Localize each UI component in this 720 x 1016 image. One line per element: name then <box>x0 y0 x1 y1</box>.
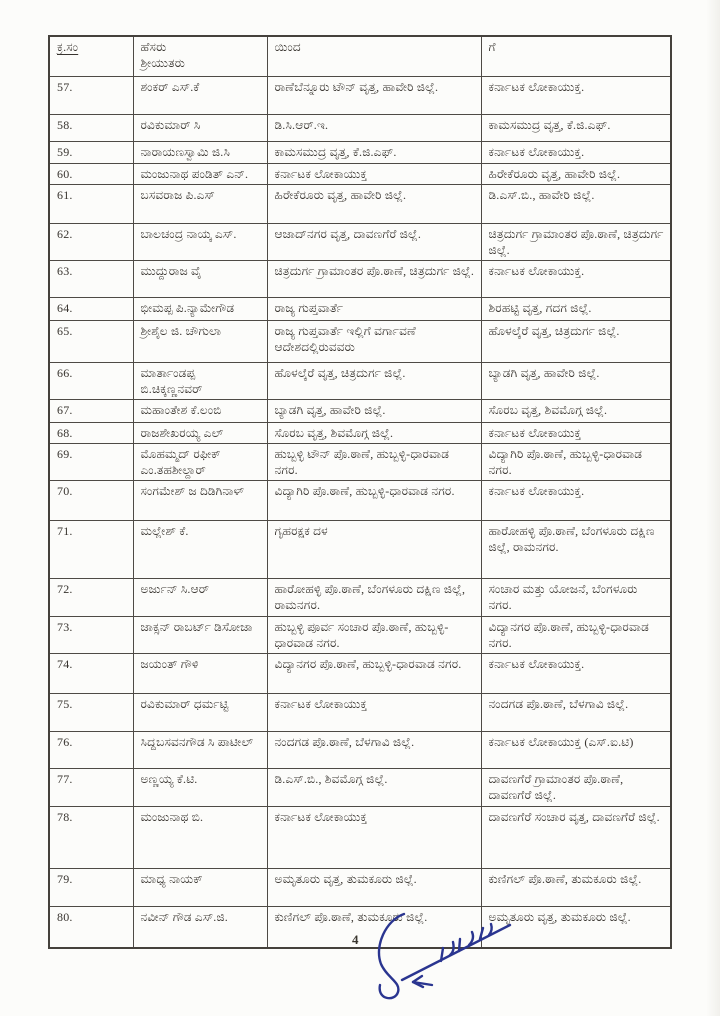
cell-transferred-from: ನಂದಗಡ ಪೊ.ಠಾಣೆ, ಬೆಳಗಾವಿ ಜಿಲ್ಲೆ. <box>267 731 481 768</box>
cell-transferred-to: ಕರ್ನಾಟಕ ಲೋಕಾಯುಕ್ತ. <box>481 141 671 163</box>
header-name <box>133 36 267 76</box>
table-row <box>49 297 671 320</box>
cell-officer-name: ಜಯಂತ್ ಗೌಳಿ <box>133 653 267 693</box>
cell-serial-number: 72. <box>49 578 133 616</box>
transfer-table <box>48 35 672 949</box>
cell-transferred-to: ವಿದ್ಯಾನಗರ ಪೊ.ಠಾಣೆ, ಹುಬ್ಬಳ್ಳಿ-ಧಾರವಾಡ ನಗರ. <box>481 616 671 653</box>
table-row <box>49 768 671 806</box>
table-row <box>49 399 671 422</box>
cell-transferred-to: ಕರ್ನಾಟಕ ಲೋಕಾಯುಕ್ತ. <box>481 76 671 114</box>
cell-officer-name: ಮಂಜುನಾಥ ಬಿ. <box>133 806 267 868</box>
table-row <box>49 578 671 616</box>
cell-serial-number: 57. <box>49 76 133 114</box>
cell-transferred-to: ಅಮೃತೂರು ವೃತ್ತ, ತುಮಕೂರು ಜಿಲ್ಲೆ. <box>481 906 671 948</box>
cell-transferred-to: ಹಾರೋಹಳ್ಳಿ ಪೊ.ಠಾಣೆ, ಬೆಂಗಳೂರು ದಕ್ಷಿಣ ಜಿಲ್ಲೆ, ರಾಮನಗರ. <box>481 520 671 578</box>
table-row <box>49 422 671 443</box>
cell-transferred-to: ಕರ್ನಾಟಕ ಲೋಕಾಯುಕ್ತ. <box>481 480 671 520</box>
cell-transferred-to: ಕಾಮಸಮುದ್ರ ವೃತ್ತ, ಕೆ.ಜಿ.ಎಫ್. <box>481 114 671 141</box>
cell-officer-name: ಮಂಜುನಾಥ ಪಂಡಿತ್ ಎನ್. <box>133 163 267 184</box>
table-row <box>49 806 671 868</box>
table-row <box>49 693 671 731</box>
cell-officer-name: ರಾಜಶೇಖರಯ್ಯ ಎಲ್ <box>133 422 267 443</box>
cell-officer-name: ಶ್ರೀಶೈಲ ಜಿ. ಚೌಗುಲಾ <box>133 320 267 362</box>
cell-officer-name: ಸಂಗಮೇಶ್ ಜ ದಿಡಿಗಿನಾಳ್ <box>133 480 267 520</box>
header-serial-number-label: ಕ್ರ.ಸಂ <box>57 40 79 54</box>
table-row <box>49 653 671 693</box>
cell-serial-number: 65. <box>49 320 133 362</box>
cell-transferred-to: ಕರ್ನಾಟಕ ಲೋಕಾಯುಕ್ತ. <box>481 260 671 297</box>
cell-serial-number: 63. <box>49 260 133 297</box>
cell-officer-name: ಅರ್ಜುನ್ ಸಿ.ಆರ್ <box>133 578 267 616</box>
cell-transferred-to: ಕರ್ನಾಟಕ ಲೋಕಾಯುಕ್ತ. <box>481 653 671 693</box>
cell-serial-number: 58. <box>49 114 133 141</box>
cell-transferred-to: ಬ್ಯಾಡಗಿ ವೃತ್ತ, ಹಾವೇರಿ ಜಿಲ್ಲೆ. <box>481 362 671 399</box>
cell-transferred-to: ಸಂಚಾರ ಮತ್ತು ಯೋಜನೆ, ಬೆಂಗಳೂರು ನಗರ. <box>481 578 671 616</box>
table-row <box>49 480 671 520</box>
cell-serial-number: 78. <box>49 806 133 868</box>
cell-transferred-to: ಶಿರಹಟ್ಟಿ ವೃತ್ತ, ಗದಗ ಜಿಲ್ಲೆ. <box>481 297 671 320</box>
cell-transferred-from: ವಿದ್ಯಾನಗರ ಪೊ.ಠಾಣೆ, ಹುಬ್ಬಳ್ಳಿ-ಧಾರವಾಡ ನಗರ. <box>267 653 481 693</box>
cell-transferred-from: ಕಾಮಸಮುದ್ರ ವೃತ್ತ, ಕೆ.ಜಿ.ಎಫ್. <box>267 141 481 163</box>
cell-transferred-to: ಹಿರೇಕೆರೂರು ವೃತ್ತ, ಹಾವೇರಿ ಜಿಲ್ಲೆ. <box>481 163 671 184</box>
cell-transferred-from: ಸೊರಬ ವೃತ್ತ, ಶಿವಮೊಗ್ಗ ಜಿಲ್ಲೆ. <box>267 422 481 443</box>
table-row <box>49 163 671 184</box>
page-number: 4 <box>352 932 359 947</box>
cell-transferred-from: ಹಾರೋಹಳ್ಳಿ ಪೊ.ಠಾಣೆ, ಬೆಂಗಳೂರು ದಕ್ಷಿಣ ಜಿಲ್ಲೆ, ರಾಮನಗರ. <box>267 578 481 616</box>
cell-transferred-from: ಬ್ಯಾಡಗಿ ವೃತ್ತ, ಹಾವೇರಿ ಜಿಲ್ಲೆ. <box>267 399 481 422</box>
cell-transferred-from: ಕರ್ನಾಟಕ ಲೋಕಾಯುಕ್ತ <box>267 693 481 731</box>
header-name-line2: ಶ್ರೀಯುತರು <box>140 56 186 70</box>
cell-officer-name: ಮಾಧ್ಯ ನಾಯಕ್ <box>133 868 267 906</box>
header-serial-number <box>49 36 133 76</box>
cell-transferred-from: ಕುಣಿಗಲ್ ಪೊ.ಠಾಣೆ, ತುಮಕೂರು ಜಿಲ್ಲೆ. <box>267 906 481 948</box>
cell-serial-number: 75. <box>49 693 133 731</box>
table-row <box>49 260 671 297</box>
table-row <box>49 320 671 362</box>
cell-officer-name: ಮುದ್ದುರಾಜ ವೈ <box>133 260 267 297</box>
cell-serial-number: 74. <box>49 653 133 693</box>
cell-transferred-from: ಹುಬ್ಬಳ್ಳಿ ಪೂರ್ವ ಸಂಚಾರ ಪೊ.ಠಾಣೆ, ಹುಬ್ಬಳ್ಳಿ-ಧಾರವಾಡ ನಗರ. <box>267 616 481 653</box>
cell-serial-number: 73. <box>49 616 133 653</box>
cell-serial-number: 77. <box>49 768 133 806</box>
cell-transferred-from: ಹಿರೇಕೆರೂರು ವೃತ್ತ, ಹಾವೇರಿ ಜಿಲ್ಲೆ. <box>267 184 481 223</box>
table-row <box>49 731 671 768</box>
cell-officer-name: ನಾರಾಯಣಸ್ವಾಮಿ ಜಿ.ಸಿ <box>133 141 267 163</box>
cell-transferred-to: ಕುಣಿಗಲ್ ಪೊ.ಠಾಣೆ, ತುಮಕೂರು ಜಿಲ್ಲೆ. <box>481 868 671 906</box>
cell-serial-number: 62. <box>49 223 133 260</box>
cell-serial-number: 76. <box>49 731 133 768</box>
cell-transferred-from: ಕರ್ನಾಟಕ ಲೋಕಾಯುಕ್ತ <box>267 806 481 868</box>
cell-transferred-from: ಹುಬ್ಬಳ್ಳಿ ಟೌನ್ ಪೊ.ಠಾಣೆ, ಹುಬ್ಬಳ್ಳಿ-ಧಾರವಾಡ ನಗರ. <box>267 443 481 480</box>
cell-transferred-from: ರಾಜ್ಯ ಗುಪ್ತವಾರ್ತೆ <box>267 297 481 320</box>
cell-transferred-from: ಹೊಳಲ್ಕೆರೆ ವೃತ್ತ, ಚಿತ್ರದುರ್ಗ ಜಿಲ್ಲೆ. <box>267 362 481 399</box>
cell-transferred-to: ವಿದ್ಯಾಗಿರಿ ಪೊ.ಠಾಣೆ, ಹುಬ್ಬಳ್ಳಿ-ಧಾರವಾಡ ನಗರ. <box>481 443 671 480</box>
cell-officer-name: ಬಾಲಚಂದ್ರ ನಾಯ್ಕ ಎಸ್. <box>133 223 267 260</box>
table-row <box>49 114 671 141</box>
cell-serial-number: 71. <box>49 520 133 578</box>
cell-transferred-from: ಡಿ.ಸಿ.ಆರ್.ಇ. <box>267 114 481 141</box>
cell-officer-name: ಸಿದ್ದಬಸವನಗೌಡ ಸಿ ಪಾಟೀಲ್ <box>133 731 267 768</box>
cell-transferred-from: ರಾಣೆಬೆನ್ನೂರು ಟೌನ್ ವೃತ್ತ, ಹಾವೇರಿ ಜಿಲ್ಲೆ. <box>267 76 481 114</box>
cell-officer-name: ಶಂಕರ್ ಎಸ್.ಕೆ <box>133 76 267 114</box>
cell-transferred-to: ಕರ್ನಾಟಕ ಲೋಕಾಯುಕ್ತ <box>481 422 671 443</box>
cell-officer-name: ರವಿಕುಮಾರ್ ಧರ್ಮಟ್ಟಿ <box>133 693 267 731</box>
table-row <box>49 868 671 906</box>
cell-transferred-from: ಅಮೃತೂರು ವೃತ್ತ, ತುಮಕೂರು ಜಿಲ್ಲೆ. <box>267 868 481 906</box>
table-row <box>49 906 671 948</box>
header-to: ಗೆ <box>481 36 671 76</box>
cell-serial-number: 67. <box>49 399 133 422</box>
cell-transferred-from: ವಿದ್ಯಾಗಿರಿ ಪೊ.ಠಾಣೆ, ಹುಬ್ಬಳ್ಳಿ-ಧಾರವಾಡ ನಗರ. <box>267 480 481 520</box>
cell-officer-name: ಅಣ್ಣಯ್ಯ ಕೆ.ಟಿ. <box>133 768 267 806</box>
cell-officer-name: ರವಿಕುಮಾರ್ ಸಿ <box>133 114 267 141</box>
cell-serial-number: 61. <box>49 184 133 223</box>
table-row <box>49 184 671 223</box>
cell-transferred-to: ಹೊಳಲ್ಕೆರೆ ವೃತ್ತ, ಚಿತ್ರದುರ್ಗ ಜಿಲ್ಲೆ. <box>481 320 671 362</box>
table-row <box>49 520 671 578</box>
cell-transferred-from: ಗೃಹರಕ್ಷಕ ದಳ <box>267 520 481 578</box>
cell-transferred-to: ಚಿತ್ರದುರ್ಗ ಗ್ರಾಮಾಂತರ ಪೊ.ಠಾಣೆ, ಚಿತ್ರದುರ್ಗ ಜಿಲ್ಲೆ. <box>481 223 671 260</box>
header-name-line1: ಹೆಸರು <box>140 40 167 54</box>
cell-serial-number: 79. <box>49 868 133 906</box>
table-header-row <box>49 36 671 76</box>
header-from: ಯಿಂದ <box>267 36 481 76</box>
cell-transferred-to: ಕರ್ನಾಟಕ ಲೋಕಾಯುಕ್ತ (ಎಸ್.ಐ.ಟಿ) <box>481 731 671 768</box>
cell-serial-number: 64. <box>49 297 133 320</box>
table-row <box>49 443 671 480</box>
cell-transferred-to: ಡಿ.ಎಸ್.ಬಿ., ಹಾವೇರಿ ಜಿಲ್ಲೆ. <box>481 184 671 223</box>
table-row <box>49 141 671 163</box>
cell-serial-number: 66. <box>49 362 133 399</box>
cell-transferred-from: ಡಿ.ಎಸ್.ಬಿ., ಶಿವಮೊಗ್ಗ ಜಿಲ್ಲೆ. <box>267 768 481 806</box>
cell-officer-name: ಜಾಕ್ಸನ್ ರಾಬರ್ಟ್ ಡಿಸೋಜಾ <box>133 616 267 653</box>
cell-serial-number: 59. <box>49 141 133 163</box>
cell-officer-name: ಮಹಾಂತೇಶ ಕೆ.ಲಂಬಿ <box>133 399 267 422</box>
cell-officer-name: ಬಸವರಾಜ ಪಿ.ಎಸ್ <box>133 184 267 223</box>
table-row <box>49 223 671 260</box>
cell-officer-name: ಮೊಹಮ್ಮದ್ ರಫೀಕ್ ಎಂ.ತಹಶೀಲ್ದಾರ್ <box>133 443 267 480</box>
cell-transferred-to: ದಾವಣಗೆರೆ ಗ್ರಾಮಾಂತರ ಪೊ.ಠಾಣೆ, ದಾವಣಗೆರೆ ಜಿಲ್ಲೆ. <box>481 768 671 806</box>
cell-transferred-to: ಸೊರಬ ವೃತ್ತ, ಶಿವಮೊಗ್ಗ ಜಿಲ್ಲೆ. <box>481 399 671 422</box>
cell-officer-name: ನವೀನ್ ಗೌಡ ಎಸ್.ಜಿ. <box>133 906 267 948</box>
cell-officer-name: ಮಲ್ಲೇಶ್ ಕೆ. <box>133 520 267 578</box>
cell-serial-number: 69. <box>49 443 133 480</box>
cell-transferred-from: ರಾಜ್ಯ ಗುಪ್ತವಾರ್ತೆ ಇಲ್ಲಿಗೆ ವರ್ಗಾವಣೆ ಆದೇಶದಲ್ಲಿರುವವರು <box>267 320 481 362</box>
cell-transferred-from: ಕರ್ನಾಟಕ ಲೋಕಾಯುಕ್ತ <box>267 163 481 184</box>
table-row <box>49 76 671 114</box>
table-row <box>49 362 671 399</box>
cell-serial-number: 68. <box>49 422 133 443</box>
cell-transferred-to: ನಂದಗಡ ಪೊ.ಠಾಣೆ, ಬೆಳಗಾವಿ ಜಿಲ್ಲೆ. <box>481 693 671 731</box>
cell-serial-number: 80. <box>49 906 133 948</box>
cell-transferred-to: ದಾವಣಗೆರೆ ಸಂಚಾರ ವೃತ್ತ, ದಾವಣಗೆರೆ ಜಿಲ್ಲೆ. <box>481 806 671 868</box>
cell-transferred-from: ಚಿತ್ರದುರ್ಗ ಗ್ರಾಮಾಂತರ ಪೊ.ಠಾಣೆ, ಚಿತ್ರದುರ್ಗ ಜಿಲ್ಲೆ. <box>267 260 481 297</box>
cell-serial-number: 60. <box>49 163 133 184</box>
table-row <box>49 616 671 653</box>
cell-officer-name: ಮಾರ್ತಾಂಡಪ್ಪ ಬಿ.ಚಿಕ್ಕಣ್ಣನವರ್ <box>133 362 267 399</box>
cell-transferred-from: ಆಜಾದ್‌ನಗರ ವೃತ್ತ, ದಾವಣಗೆರೆ ಜಿಲ್ಲೆ. <box>267 223 481 260</box>
cell-serial-number: 70. <box>49 480 133 520</box>
cell-officer-name: ಭೀಮಪ್ಪ ಪಿ.ನ್ಯಾಮೇಗೌಡ <box>133 297 267 320</box>
